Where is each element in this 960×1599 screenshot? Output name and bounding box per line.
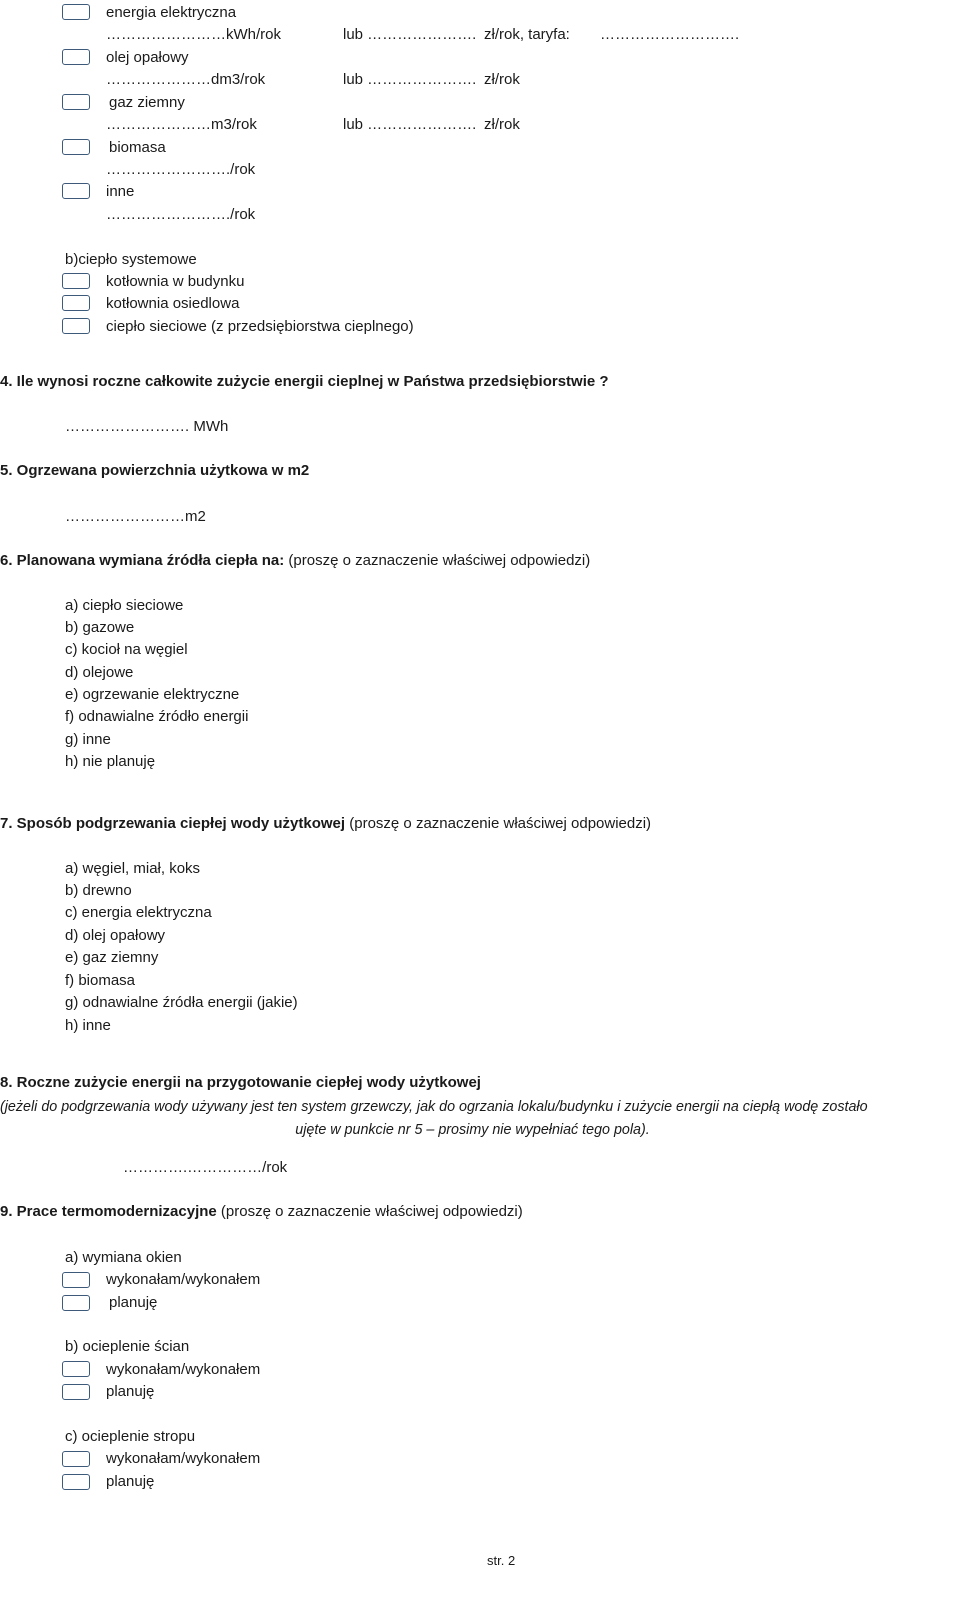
q7-question-bold: 7. Sposób podgrzewania ciepłej wody użytkowej <box>0 815 346 832</box>
walls-done-label: wykonałam/wykonałem <box>106 1361 261 1378</box>
q7-option[interactable]: d) olej opałowy <box>65 927 166 944</box>
windows-plan-label: planuję <box>109 1294 158 1311</box>
section-b-title: b)ciepło systemowe <box>65 251 197 268</box>
q9-group-title-windows: a) wymiana okien <box>65 1249 182 1266</box>
q8-answer-field[interactable]: ………….……………/rok <box>123 1159 288 1176</box>
option-boiler-building: kotłownia w budynku <box>106 273 245 290</box>
gas-unit: zł/rok <box>484 116 520 133</box>
other-label: inne <box>106 183 135 200</box>
gas-or-field: lub …………………. <box>343 116 477 133</box>
q7-option[interactable]: g) odnawialne źródła energii (jakie) <box>65 994 298 1011</box>
q7-option[interactable]: e) gaz ziemny <box>65 949 159 966</box>
checkbox-gas[interactable] <box>62 94 90 110</box>
q6-option[interactable]: c) kocioł na węgiel <box>65 641 188 658</box>
checkbox-biomass[interactable] <box>62 139 90 155</box>
checkbox-windows-plan[interactable] <box>62 1295 90 1311</box>
q6-question-bold: 6. Planowana wymiana źródła ciepła na: <box>0 552 285 569</box>
electric-kwh-field: ……………………kWh/rok <box>106 26 282 43</box>
q9-question-rest: (proszę o zaznaczenie właściwej odpowiedzi) <box>216 1203 523 1220</box>
windows-done-label: wykonałam/wykonałem <box>106 1271 261 1288</box>
checkbox-walls-plan[interactable] <box>62 1384 90 1400</box>
oil-dm3-field: …………………dm3/rok <box>106 71 266 88</box>
other-field: ……………………./rok <box>106 206 256 223</box>
q8-note-line2: ujęte w punkcie nr 5 – prosimy nie wypełniać tego pola). <box>295 1122 650 1138</box>
electric-or-field: lub …………………. <box>343 26 477 43</box>
q6-option[interactable]: f) odnawialne źródło energii <box>65 708 249 725</box>
q6-option[interactable]: h) nie planuję <box>65 753 156 770</box>
electric-unit: zł/rok, taryfa: <box>484 26 570 43</box>
q6-question-rest: (proszę o zaznaczenie właściwej odpowiedzi) <box>284 552 591 569</box>
electric-label: energia elektryczna <box>106 4 237 21</box>
q7-option[interactable]: f) biomasa <box>65 972 136 989</box>
q5-answer-field[interactable]: ……………………m2 <box>65 508 206 525</box>
checkbox-oil[interactable] <box>62 49 90 65</box>
q4-question: 4. Ile wynosi roczne całkowite zużycie energii cieplnej w Państwa przedsiębiorstwie ? <box>0 373 609 390</box>
q9-group-title-ceiling: c) ocieplenie stropu <box>65 1428 196 1445</box>
q7-question-rest: (proszę o zaznaczenie właściwej odpowiedzi) <box>345 815 652 832</box>
q9-question-bold: 9. Prace termomodernizacyjne <box>0 1203 217 1220</box>
q6-option[interactable]: b) gazowe <box>65 619 135 636</box>
q6-question <box>0 551 590 571</box>
option-boiler-estate: kotłownia osiedlowa <box>106 295 240 312</box>
q7-option[interactable]: a) węgiel, miał, koks <box>65 860 201 877</box>
biomass-label: biomasa <box>109 139 166 156</box>
option-district-heat: ciepło sieciowe (z przedsiębiorstwa cieplnego) <box>106 318 414 335</box>
checkbox-boiler-estate[interactable] <box>62 295 90 311</box>
oil-unit: zł/rok <box>484 71 520 88</box>
biomass-field: ……………………./rok <box>106 161 256 178</box>
gas-label: gaz ziemny <box>109 94 185 111</box>
q8-note-line1: (jeżeli do podgrzewania wody używany jest ten system grzewczy, jak do ogrzania lokalu/budynku i zużycie energii na ciepłą wodę zostało <box>0 1099 868 1115</box>
checkbox-electric[interactable] <box>62 4 90 20</box>
q7-question <box>0 814 651 834</box>
oil-or-field: lub …………………. <box>343 71 477 88</box>
q6-option[interactable]: a) ciepło sieciowe <box>65 597 184 614</box>
q7-option[interactable]: b) drewno <box>65 882 132 899</box>
q7-option[interactable]: c) energia elektryczna <box>65 904 212 921</box>
checkbox-boiler-building[interactable] <box>62 273 90 289</box>
q6-option[interactable]: g) inne <box>65 731 111 748</box>
q6-option[interactable]: d) olejowe <box>65 664 134 681</box>
page-number: str. 2 <box>487 1553 516 1568</box>
ceiling-plan-label: planuję <box>106 1473 155 1490</box>
walls-plan-label: planuję <box>106 1383 155 1400</box>
q6-option[interactable]: e) ogrzewanie elektryczne <box>65 686 240 703</box>
ceiling-done-label: wykonałam/wykonałem <box>106 1450 261 1467</box>
q8-question: 8. Roczne zużycie energii na przygotowanie ciepłej wody użytkowej <box>0 1074 481 1091</box>
q5-question: 5. Ogrzewana powierzchnia użytkowa w m2 <box>0 462 310 479</box>
q9-group-title-walls: b) ocieplenie ścian <box>65 1338 190 1355</box>
checkbox-windows-done[interactable] <box>62 1272 90 1288</box>
gas-m3-field: …………………m3/rok <box>106 116 257 133</box>
checkbox-ceiling-done[interactable] <box>62 1451 90 1467</box>
electric-tariff-field: ………………………. <box>600 26 740 43</box>
q9-question <box>0 1202 523 1222</box>
checkbox-ceiling-plan[interactable] <box>62 1474 90 1490</box>
q7-option[interactable]: h) inne <box>65 1017 111 1034</box>
checkbox-other[interactable] <box>62 183 90 199</box>
oil-label: olej opałowy <box>106 49 189 66</box>
q4-answer-field[interactable]: ……………………. MWh <box>65 418 229 435</box>
checkbox-district-heat[interactable] <box>62 318 90 334</box>
checkbox-walls-done[interactable] <box>62 1361 90 1377</box>
